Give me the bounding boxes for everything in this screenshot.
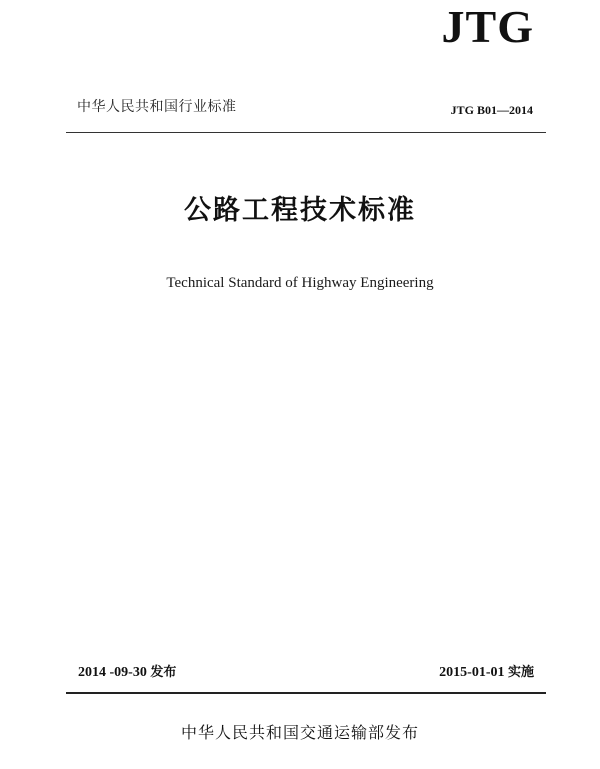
jtg-logo: JTG: [441, 1, 534, 52]
footer-divider: [66, 692, 546, 694]
effective-date: 2015-01-01: [439, 665, 505, 680]
header-divider: [66, 132, 546, 133]
issuing-authority: 中华人民共和国交通运输部发布: [180, 723, 419, 742]
issue-date-line: [78, 666, 176, 680]
effective-label: 实施: [507, 665, 534, 680]
document-title-english: Technical Standard of Highway Engineering: [166, 275, 434, 291]
effective-date-line: [439, 666, 534, 680]
standard-code: JTG B01—2014: [450, 103, 533, 117]
standard-category: 中华人民共和国行业标准: [77, 99, 237, 115]
document-title-chinese: 公路工程技术标准: [184, 195, 416, 226]
issue-label: 发布: [150, 665, 177, 680]
issue-date: 2014 -09-30: [78, 665, 147, 680]
